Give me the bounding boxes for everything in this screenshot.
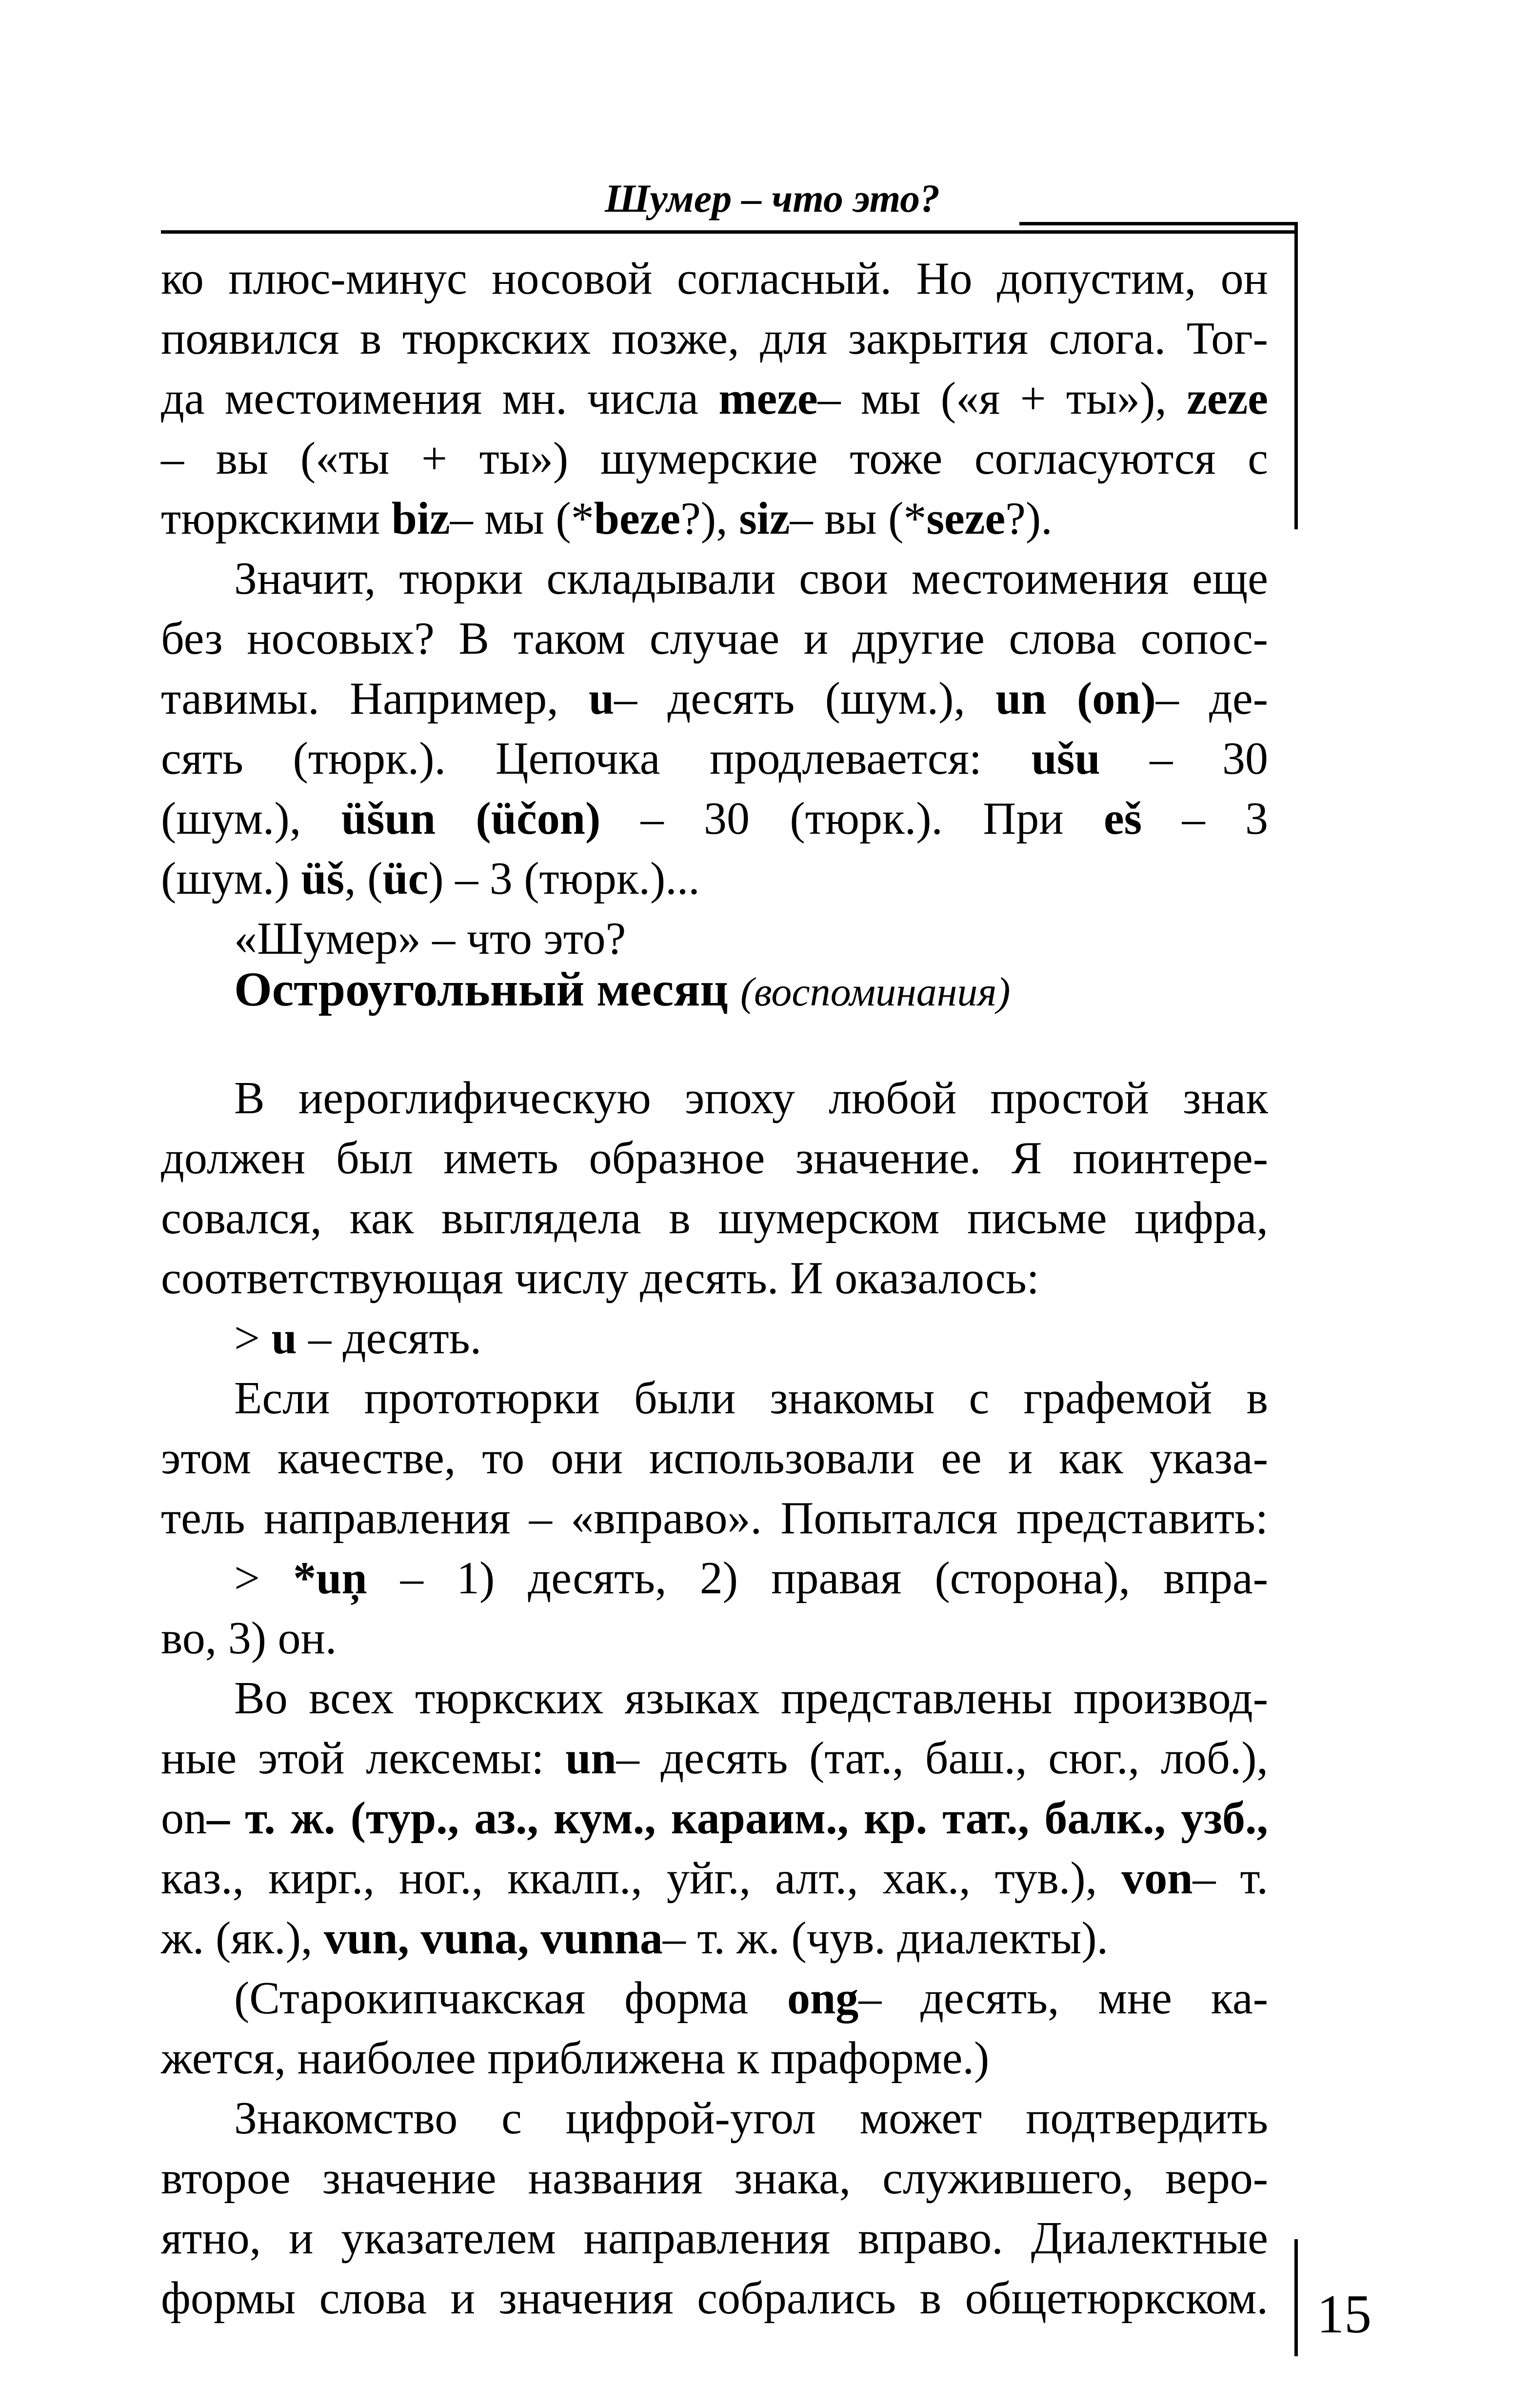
text-line [161, 609, 1268, 669]
text-run: on [161, 1793, 207, 1844]
text-run: – т. [1192, 1853, 1269, 1904]
bold-term: u [271, 1313, 297, 1364]
bold-term: u [589, 673, 615, 724]
text-run: ) – 3 (тюрк.)... [428, 853, 700, 904]
text-run: – мы («я + ты»), [817, 373, 1187, 424]
text-run: (Старокипчакская форма [234, 1973, 788, 2024]
text-run: – вы («ты + ты») шумерские тоже согласуются с [161, 433, 1268, 484]
text-line [161, 1128, 1268, 1188]
text-run: – десять (тат., баш., сюг., лоб.), [616, 1733, 1268, 1784]
text-run: Знакомство с цифрой-угол может подтвердить [234, 2093, 1268, 2144]
text-line [161, 1788, 1268, 1848]
text-line [161, 1908, 1268, 1968]
text-run: (шум.), [161, 793, 341, 844]
bold-term: eš [1103, 793, 1142, 844]
bold-term: *uņ [293, 1553, 367, 1604]
text-line [161, 1308, 1268, 1368]
text-run: Значит, тюрки складывали свои местоимения еще [234, 553, 1268, 604]
text-run: – 30 (тюрк.). При [600, 793, 1104, 844]
text-run: без носовых? В таком случае и другие слова сопос- [161, 613, 1268, 664]
text-run: – десять (шум.), [614, 673, 996, 724]
text-line [161, 1848, 1268, 1908]
text-line [161, 2148, 1268, 2208]
text-run: тель направления – «вправо». Попытался представить: [161, 1493, 1268, 1544]
text-line [161, 1368, 1268, 1428]
text-run: тавимы. Например, [161, 673, 589, 724]
text-line [161, 1728, 1268, 1788]
text-run: сять (тюрк.). Цепочка продлевается: [161, 733, 1032, 784]
text-run: соответствующая числу десять. И оказалось: [161, 1253, 1039, 1304]
bold-term: ušu [1031, 733, 1100, 784]
text-run: – т. ж. (чув. диалекты). [662, 1913, 1109, 1964]
text-line [161, 1428, 1268, 1488]
text-line [161, 2208, 1268, 2268]
bold-term: – т. ж. (тур., аз., кум., караим., кр. тат., балк., узб., [207, 1793, 1268, 1844]
text-run: – 30 [1100, 733, 1268, 784]
text-line [161, 729, 1268, 789]
text-run: жется, наиболее приближена к праформе.) [161, 2033, 990, 2084]
text-run: совался, как выглядела в шумерском письме цифра, [161, 1193, 1268, 1244]
text-run: этом качестве, то они использовали ее и как указа- [161, 1433, 1268, 1484]
text-run: Если прототюрки были знакомы с графемой в [234, 1373, 1268, 1424]
text-run: – де- [1155, 673, 1268, 724]
text-run: «Шумер» – что это? [234, 913, 626, 964]
text-line [161, 489, 1268, 549]
text-line [161, 1488, 1268, 1548]
text-run: – вы (* [790, 493, 927, 544]
text-run: должен был иметь образное значение. Я поинтере- [161, 1133, 1268, 1184]
page-number: 15 [1317, 2284, 1371, 2345]
text-run: Во всех тюркских языках представлены производ- [234, 1673, 1268, 1724]
text-line [161, 1248, 1268, 1308]
text-line [161, 2268, 1268, 2328]
text-run: В иероглифическую эпоху любой простой знак [234, 1073, 1268, 1124]
text-run: > [234, 1313, 272, 1364]
bold-term: seze [926, 493, 1006, 544]
text-run: – 3 [1142, 793, 1268, 844]
running-header: Шумер – что это? [605, 176, 940, 221]
bold-term: üš [301, 853, 345, 904]
text-line [161, 2028, 1268, 2088]
text-line [161, 909, 1268, 969]
heading-subtitle: (воспоминания) [740, 969, 1011, 1015]
text-line [161, 249, 1268, 309]
bold-term: üšun (üčon) [341, 793, 601, 844]
bold-term: un (on) [995, 673, 1156, 724]
text-run: да местоимения мн. числа [161, 373, 719, 424]
text-run: появился в тюркских позже, для закрытия слога. Тог- [161, 313, 1268, 364]
text-run: – 1) десять, 2) правая (сторона), впра- [367, 1553, 1268, 1604]
bold-term: siz [739, 493, 790, 544]
bold-term: biz [391, 493, 450, 544]
text-run: второе значение названия знака, служившего, веро- [161, 2153, 1268, 2204]
text-line [161, 1188, 1268, 1248]
text-run: ятно, и указателем направления вправо. Диалектные [161, 2213, 1268, 2264]
text-run: ?), [680, 493, 739, 544]
text-line [161, 789, 1268, 849]
text-line [161, 669, 1268, 729]
bold-term: meze [718, 373, 818, 424]
margin-rule-bottom [1294, 2239, 1298, 2356]
text-line [161, 309, 1268, 369]
text-run: тюркскими [161, 493, 392, 544]
text-run: > [234, 1553, 294, 1604]
bold-term: ong [787, 1973, 859, 2024]
bold-term: von [1121, 1853, 1193, 1904]
bold-term: üc [382, 853, 429, 904]
bold-term: vun, vuna, vunna [323, 1913, 663, 1964]
text-line [161, 1968, 1268, 2028]
text-run: формы слова и значения собрались в общетюркском. [161, 2273, 1268, 2324]
text-run: ж. (як.), [161, 1913, 324, 1964]
text-run: (шум.) [161, 853, 301, 904]
text-run: – десять. [297, 1313, 482, 1364]
text-run: ко плюс-минус носовой согласный. Но допустим, он [161, 253, 1268, 304]
text-run: во, 3) он. [161, 1613, 337, 1664]
text-line [161, 2088, 1268, 2148]
heading-main: Остроугольный месяц [234, 962, 729, 1016]
text-line [161, 1548, 1268, 1608]
header-rule-short [1019, 222, 1297, 225]
text-run: – мы (* [450, 493, 594, 544]
text-run: , ( [344, 853, 383, 904]
text-line [161, 849, 1268, 909]
text-line [161, 549, 1268, 609]
section-1-text [161, 249, 1268, 969]
text-line [161, 1668, 1268, 1728]
bold-term: beze [594, 493, 681, 544]
margin-rule-top [1294, 222, 1298, 529]
text-run: ные этой лексемы: [161, 1733, 566, 1784]
text-run: каз., кирг., ног., ккалп., уйг., алт., хак., тув.), [161, 1853, 1122, 1904]
header-rule-long [161, 230, 1297, 234]
section-2-text [161, 1068, 1268, 2328]
text-line [161, 429, 1268, 489]
text-line [161, 1608, 1268, 1668]
text-run: – десять, мне ка- [858, 1973, 1268, 2024]
section-heading [234, 961, 1010, 1017]
bold-term: zeze [1187, 373, 1268, 424]
text-run: ?). [1005, 493, 1053, 544]
text-line [161, 1068, 1268, 1128]
text-line [161, 369, 1268, 429]
bold-term: un [565, 1733, 616, 1784]
